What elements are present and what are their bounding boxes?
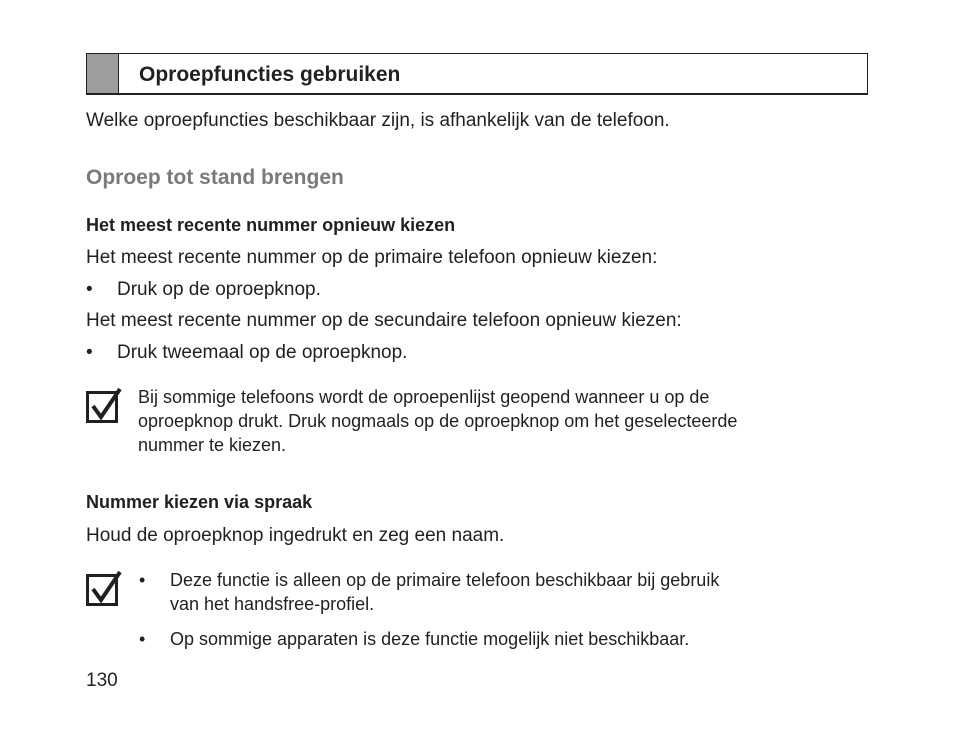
bullet: • [86,279,93,300]
voice-text: Houd de oproepknop ingedrukt en zeg een naam. [86,525,505,546]
note-bullet-line: Deze functie is alleen op de primaire telefoon beschikbaar bij gebruik [170,570,720,590]
redial-primary-text: Het meest recente nummer op de primaire telefoon opnieuw kiezen: [86,247,658,268]
note-line: oproepknop drukt. Druk nogmaals op de oproepknop om het geselecteerde [138,411,738,431]
voice-heading: Nummer kiezen via spraak [86,492,313,512]
bullet: • [139,629,146,649]
section-header [86,53,868,95]
redial-heading: Het meest recente nummer opnieuw kiezen [86,215,456,235]
note-line: Bij sommige telefoons wordt de oproepenlijst geopend wanneer u op de [138,387,710,407]
subsection-title: Oproep tot stand brengen [86,166,344,189]
checkbox-check-icon [86,570,122,606]
note-bullet-line: van het handsfree-profiel. [170,594,375,614]
checkbox-check-icon [86,387,122,423]
header-marker [87,54,119,93]
intro-text: Welke oproepfuncties beschikbaar zijn, is afhankelijk van de telefoon. [86,110,670,131]
section-title: Oproepfuncties gebruiken [139,63,401,86]
redial-primary-bullet: Druk op de oproepknop. [117,279,321,300]
redial-secondary-bullet: Druk tweemaal op de oproepknop. [117,342,408,363]
redial-secondary-text: Het meest recente nummer op de secundaire telefoon opnieuw kiezen: [86,310,682,331]
note-bullet-line: Op sommige apparaten is deze functie mogelijk niet beschikbaar. [170,629,690,649]
note-line: nummer te kiezen. [138,435,287,455]
bullet: • [86,342,93,363]
bullet: • [139,570,146,590]
page-number: 130 [86,670,118,691]
